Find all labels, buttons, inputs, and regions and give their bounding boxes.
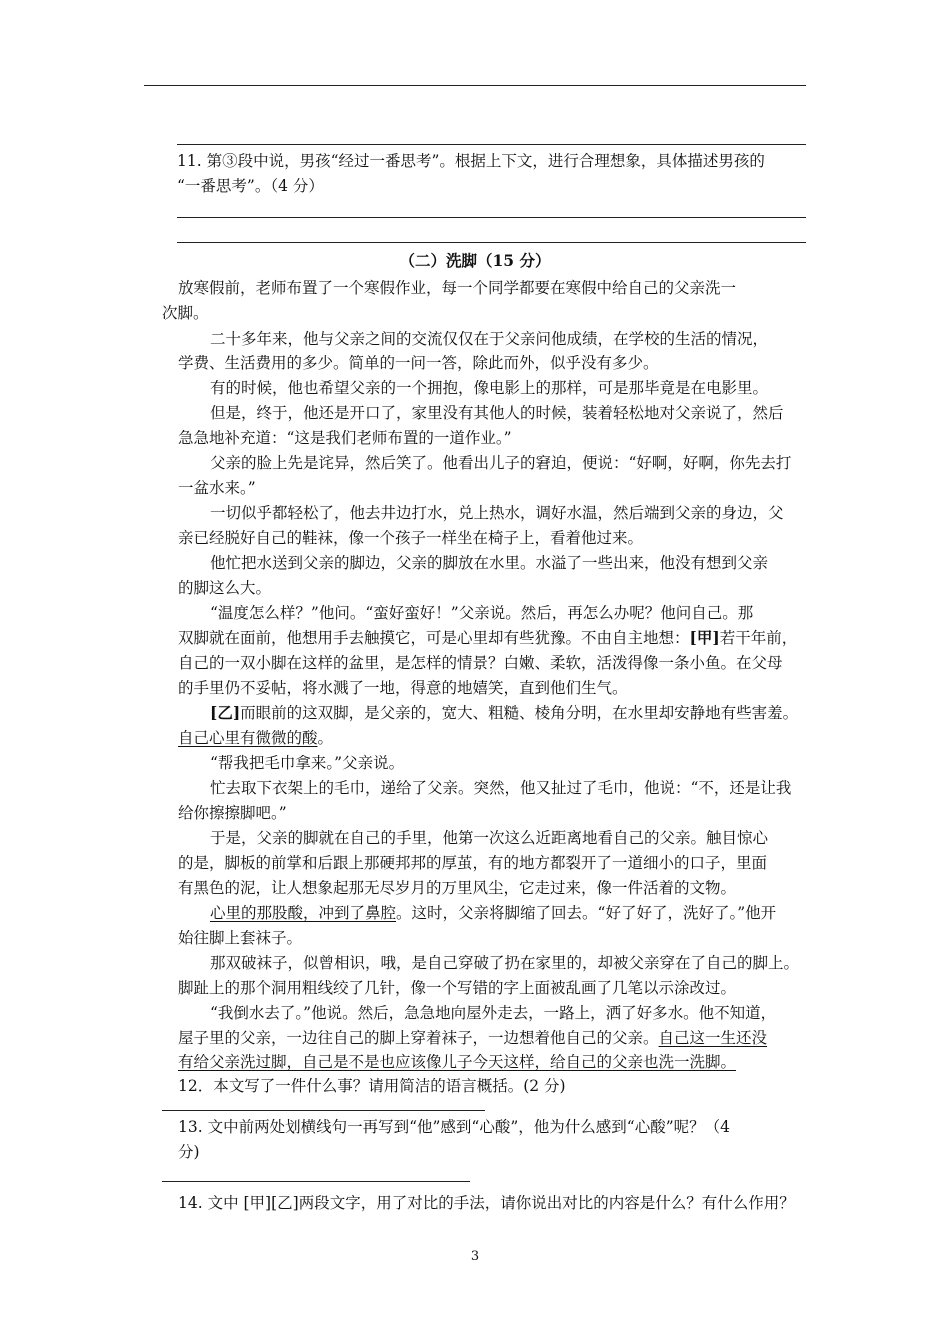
- story-line: 有的时候，他也希望父亲的一个拥抱，像电影上的那样，可是那毕竟是在电影里。: [210, 379, 769, 397]
- question-14: 14. 文中 [甲][乙]两段文字，用了对比的手法，请你说出对比的内容是什么？有什么作用？: [178, 1194, 795, 1212]
- story-line: 始往脚上套袜子。: [178, 929, 303, 947]
- answer-line[interactable]: [162, 1110, 485, 1111]
- story-line: 学费、生活费用的多少。简单的一问一答，除此而外，似乎没有多少。: [178, 354, 659, 372]
- marker-jia: [甲]: [689, 628, 720, 647]
- underlined-sentence-3-cont: 有给父亲洗过脚，自己是不是也应该像儿子今天这样，给自己的父亲也洗一洗脚。: [178, 1053, 737, 1071]
- story-line: 二十多年来，他与父亲之间的交流仅仅在于父亲问他成绩，在学校的生活的情况，: [210, 330, 769, 348]
- story-line: [178, 728, 333, 748]
- story-line: 有黑色的泥，让人想象起那无尽岁月的万里风尘，它走过来，像一件活着的文物。: [178, 879, 737, 897]
- story-line: 的手里仍不妥帖，将水溅了一地，得意的地嬉笑，直到他们生气。: [178, 679, 628, 697]
- story-text: 若干年前，: [719, 629, 798, 647]
- story-line: “帮我把毛巾拿来。”父亲说。: [210, 754, 405, 772]
- story-line: 一盆水来。”: [178, 479, 256, 497]
- question-11-line-2: “一番思考”。（4 分）: [177, 177, 324, 195]
- question-13-line-2: 分): [178, 1143, 200, 1161]
- story-line: 放寒假前，老师布置了一个寒假作业，每一个同学都要在寒假中给自己的父亲洗一: [178, 279, 737, 297]
- story-line: 急急地补充道：“这是我们老师布置的一道作业。”: [178, 429, 512, 447]
- story-line: [178, 1028, 767, 1048]
- story-line: 父亲的脸上先是诧异，然后笑了。他看出儿子的窘迫，便说：“好啊，好啊，你先去打: [210, 454, 792, 472]
- section-title: （二）洗脚（15 分）: [399, 251, 551, 270]
- question-11-line-1: 11. 第③段中说，男孩“经过一番思考”。根据上下文，进行合理想象，具体描述男孩的: [177, 152, 765, 170]
- question-13-line-1: 13. 文中前两处划横线句一再写到“他”感到“心酸”，他为什么感到“心酸”呢？（4: [178, 1118, 730, 1136]
- story-line: 的是，脚板的前掌和后跟上那硬邦邦的厚茧，有的地方都裂开了一道细小的口子，里面: [178, 854, 768, 872]
- story-line: [210, 903, 776, 923]
- story-line: 一切似乎都轻松了，他去井边打水，兑上热水，调好水温，然后端到父亲的身边，父: [210, 504, 784, 522]
- marker-yi: [乙]: [210, 703, 241, 722]
- story-text: 屋子里的父亲，一边往自己的脚上穿着袜子，一边想着他自己的父亲。: [178, 1029, 659, 1047]
- answer-line[interactable]: [177, 217, 806, 218]
- story-line: 那双破袜子，似曾相识，哦，是自己穿破了扔在家里的，却被父亲穿在了自己的脚上。: [210, 954, 800, 972]
- underlined-sentence-2: 心里的那股酸，冲到了鼻腔: [210, 904, 397, 922]
- story-line: 次脚。: [162, 304, 209, 322]
- story-line: 给你擦擦脚吧。”: [178, 804, 287, 822]
- story-text: 。: [317, 729, 334, 747]
- underlined-sentence-3: 自己这一生还没: [658, 1029, 768, 1047]
- answer-line: [177, 144, 806, 145]
- story-line: [210, 703, 798, 723]
- story-line: 亲已经脱好自己的鞋袜，像一个孩子一样坐在椅子上，看着他过来。: [178, 529, 644, 547]
- underlined-sentence-1: 自己心里有微微的酸: [178, 729, 318, 747]
- answer-line[interactable]: [162, 1181, 470, 1182]
- story-line: 于是，父亲的脚就在自己的手里，他第一次这么近距离地看自己的父亲。触目惊心: [210, 829, 769, 847]
- story-line: 但是，终于，他还是开口了，家里没有其他人的时候，装着轻松地对父亲说了，然后: [210, 404, 784, 422]
- story-line: 自己的一双小脚在这样的盆里，是怎样的情景？白嫩、柔软，活泼得像一条小鱼。在父母: [178, 654, 783, 672]
- story-line: [178, 628, 797, 648]
- story-text: 而眼前的这双脚，是父亲的，宽大、粗糙、棱角分明，在水里却安静地有些害羞。: [240, 704, 799, 722]
- story-line: 忙去取下衣架上的毛巾，递给了父亲。突然，他又扯过了毛巾，他说：“不，还是让我: [210, 779, 792, 797]
- answer-line[interactable]: [177, 242, 806, 243]
- story-line: 的脚这么大。: [178, 579, 272, 597]
- page-number: 3: [470, 1249, 480, 1264]
- header-rule: [144, 85, 806, 86]
- story-line: 脚趾上的那个洞用粗线绞了几针，像一个写错的字上面被乱画了几笔以示涂改过。: [178, 979, 737, 997]
- story-text: 双脚就在面前，他想用手去触摸它，可是心里却有些犹豫。不由自主地想：: [178, 629, 690, 647]
- question-12: 12．本文写了一件什么事？请用简洁的语言概括。(2 分): [178, 1077, 566, 1095]
- story-line: “温度怎么样？”他问。“蛮好蛮好！”父亲说。然后，再怎么办呢？他问自己。那: [210, 604, 754, 622]
- story-line: 他忙把水送到父亲的脚边，父亲的脚放在水里。水溢了一些出来，他没有想到父亲: [210, 554, 769, 572]
- story-text: 。这时，父亲将脚缩了回去。“好了好了，洗好了。”他开: [396, 904, 777, 922]
- story-line: “我倒水去了。”他说。然后，急急地向屋外走去，一路上，洒了好多水。他不知道，: [210, 1004, 777, 1022]
